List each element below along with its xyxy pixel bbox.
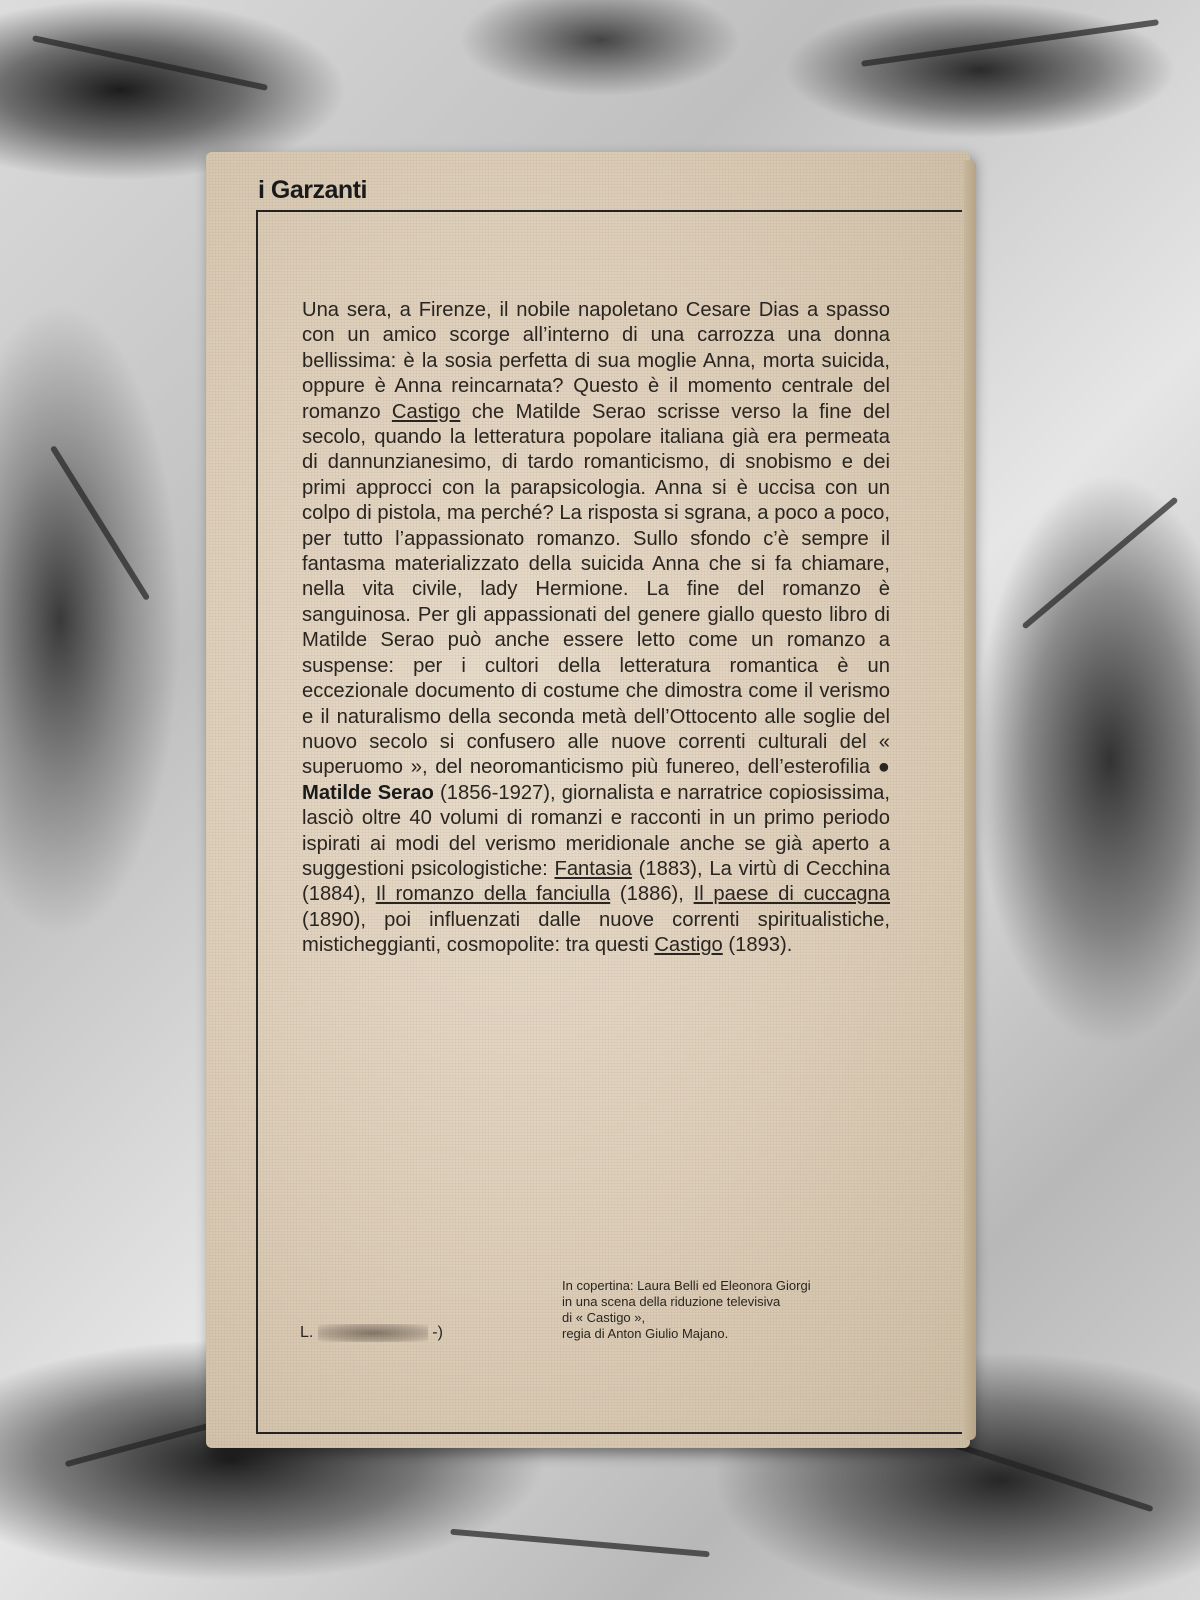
blurb-part: (1883), (631, 857, 710, 880)
price-prefix: L. (300, 1324, 314, 1342)
book-back-cover (206, 152, 970, 1448)
blurb-part: (1890), poi influenzati dalle nuove correnti spiritualistiche, misticheggianti, cosmopolite: tra questi (302, 908, 890, 957)
price-suffix: -) (432, 1324, 443, 1342)
marble-vein (1021, 496, 1178, 629)
credit-line: regia di Anton Giulio Majano. (562, 1326, 729, 1341)
blurb-part: (1893). (722, 934, 793, 957)
credit-line: di « Castigo », (562, 1310, 646, 1325)
blurb-text (302, 298, 890, 959)
credit-line: in una scena della riduzione televisiva (562, 1294, 781, 1309)
blurb-work-title: La virtù di Cecchina (709, 857, 890, 880)
blurb-title-castigo: Castigo (391, 400, 461, 423)
price-obscured-mark (318, 1324, 428, 1342)
blurb-part: Una sera, a Firenze, il nobile napoletano Cesare Dias a spasso con un amico scorge all’interno di una carrozza una donna bellissima: è la sosia perfetta di sua moglie Anna, morta suicida, oppure è Anna reincarnata? Questo è il momento centrale del romanzo (302, 299, 890, 423)
marble-vein (32, 35, 268, 91)
blurb-part: (1886), (610, 883, 694, 906)
blurb-part: (1884), (302, 883, 376, 906)
blurb-work-title: Il romanzo della fanciulla (375, 883, 611, 906)
blurb-work-title: Fantasia (554, 857, 632, 880)
blurb-work-title: Castigo (654, 934, 723, 957)
blurb-part: che Matilde Serao scrisse verso la fine del secolo, quando la letteratura popolare italiana già era permeata di dannunzianesimo, di tardo romanticismo, di snobismo e dei primi approcci con la parapsicologia. Anna si è uccisa con un colpo di pistola, ma perché? La risposta si sgrana, a poco a poco, per tutto l’appassionato romanzo. Sullo sfondo c’è sempre il fantasma materializzato della suicida Anna che si fa chiamare, nella vita civile, lady Hermione. La fine del romanzo è sanguinosa. Per gli appassionati del genere giallo questo libro di Matilde Serao può anche essere letto come un romanzo a suspense: per i cultori della letteratura romantica è un eccezionale documento di costume che dimostra come il verismo e il naturalismo della seconda metà dell’Ottocento alle soglie del nuovo secolo si confusero alle nuove correnti culturali del « superuomo », del neoromanticismo più funereo, dell’esterofilia ● (302, 400, 890, 779)
credit-line: In copertina: Laura Belli ed Eleonora Giorgi (562, 1278, 811, 1293)
marble-vein (450, 1529, 710, 1558)
marble-vein (861, 19, 1159, 67)
blurb-author-name: Matilde Serao (302, 781, 434, 804)
publisher-brand: i Garzanti (258, 176, 367, 204)
cover-credit (562, 1278, 902, 1342)
book-page-edge (964, 160, 976, 1440)
cover-frame-bottom (256, 1432, 962, 1434)
blurb-part: (1856-1927), giornalista e narratrice copiosissima, lasciò oltre 40 volumi di romanzi e racconti in un primo periodo ispirati ai modi del verismo meridionale anche se già aperto a suggestioni psicologistiche: (302, 781, 891, 880)
blurb-work-title: Il paese di cuccagna (693, 883, 890, 906)
price-label (300, 1324, 443, 1342)
marble-vein (50, 445, 150, 601)
